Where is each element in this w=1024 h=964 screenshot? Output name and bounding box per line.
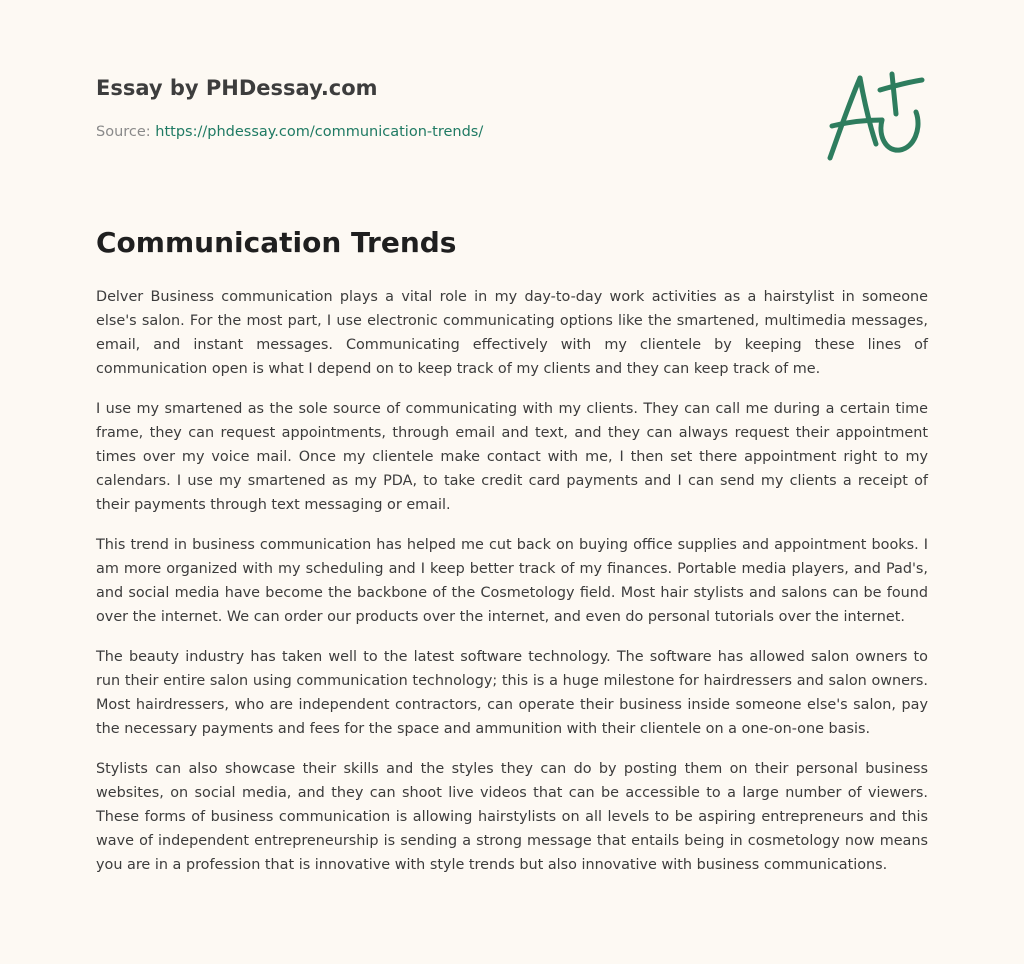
- source-line: [96, 124, 483, 140]
- page-title: Communication Trends: [96, 226, 457, 259]
- paragraph: Delver Business communication plays a vital role in my day-to-day work activities as a hairstylist in someone else's salon. For the most part, I use electronic communicating options like the smartened, multimedia messages, email, and instant messages. Communicating effectively with my clientele by keeping these lines of communication open is what I depend on to keep track of my clients and they can keep track of me.: [96, 289, 928, 377]
- paragraph: I use my smartened as the sole source of communicating with my clients. They can call me during a certain time frame, they can request appointments, through email and text, and they can always request their appointment times over my voice mail. Once my clientele make contact with me, I then set there appointment right to my calendars. I use my smartened as my PDA, to take credit card payments and I can send my clients a receipt of their payments through text messaging or email.: [96, 401, 928, 513]
- paragraph: The beauty industry has taken well to the latest software technology. The software has allowed salon owners to run their entire salon using communication technology; this is a huge milestone for hairdressers and salon owners. Most hairdressers, who are independent contractors, can operate their business inside someone else's salon, pay the necessary payments and fees for the space and ammunition with their clientele on a one-on-one basis.: [96, 649, 928, 737]
- paragraph: Stylists can also showcase their skills and the styles they can do by posting them on their personal business websites, on social media, and they can shoot live videos that can be accessible to a large number of viewers. These forms of business communication is allowing hairstylists on all levels to be aspiring entrepreneurs and this wave of independent entrepreneurship is sending a strong message that entails being in cosmetology now means you are in a profession that is innovative with style trends but also innovative with business communications.: [96, 761, 928, 873]
- brand-title: Essay by PHDessay.com: [96, 76, 378, 100]
- essay-body: [96, 285, 928, 893]
- source-label: Source:: [96, 124, 151, 140]
- a-plus-logo-icon: [820, 66, 930, 166]
- source-link[interactable]: https://phdessay.com/communication-trends/: [155, 124, 484, 140]
- paragraph: This trend in business communication has helped me cut back on buying office supplies and appointment books. I am more organized with my scheduling and I keep better track of my finances. Portable media players, and Pad's, and social media have become the backbone of the Cosmetology field. Most hair stylists and salons can be found over the internet. We can order our products over the internet, and even do personal tutorials over the internet.: [96, 537, 928, 625]
